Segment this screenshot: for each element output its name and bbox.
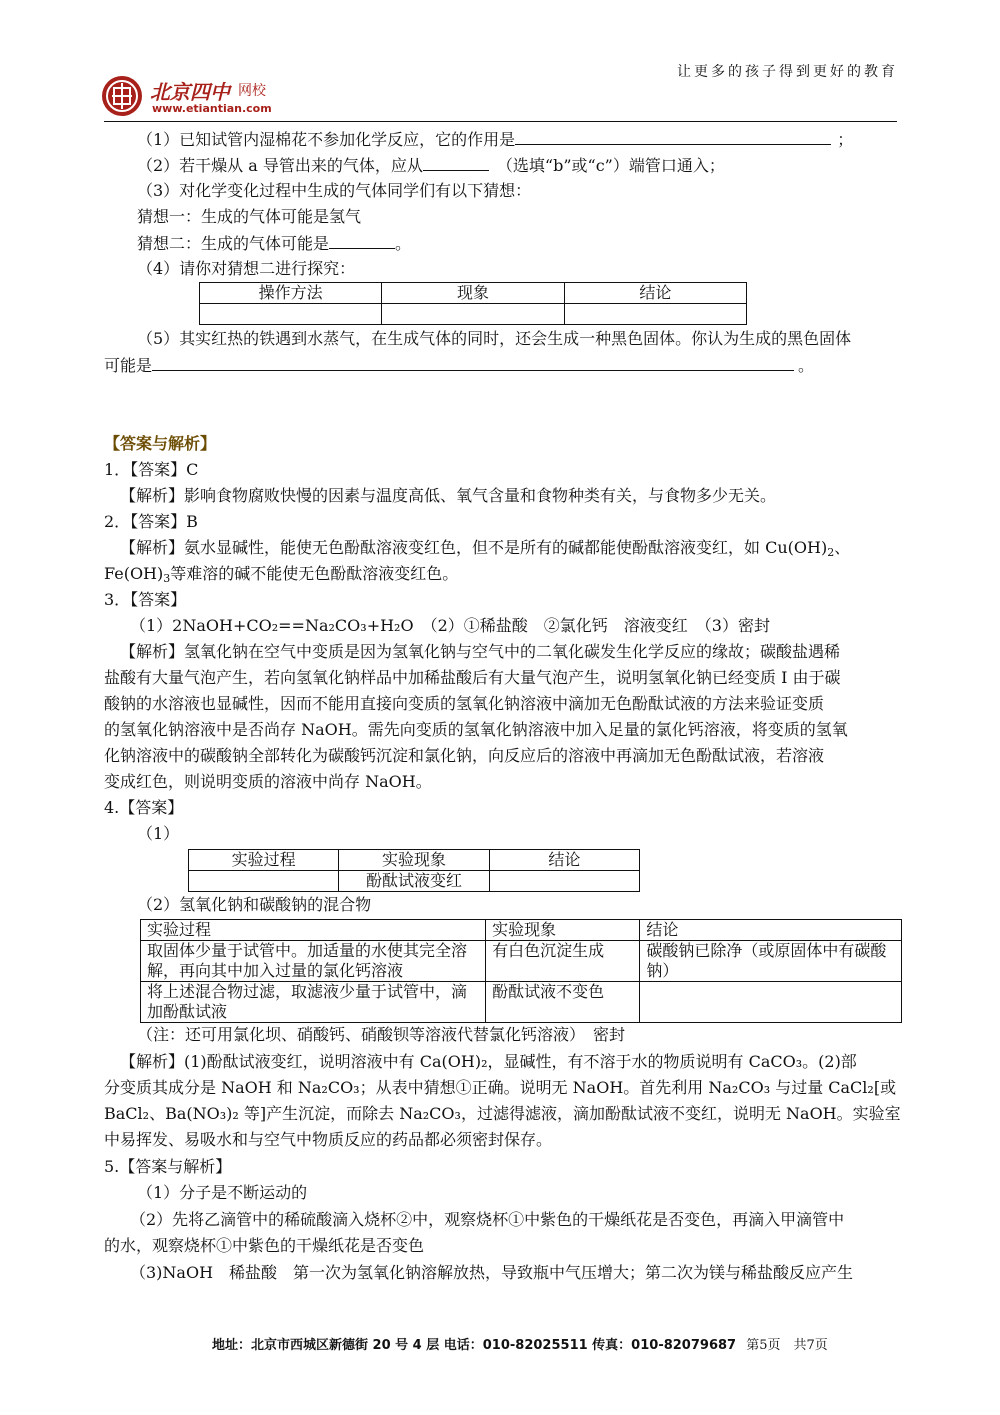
- answer-3-explanation-4: 的氢氧化钠溶液中是否尚存 NaOH。需先向变质的氢氧化钠溶液中加入足量的氯化钙溶液，将变质的氢氧: [104, 720, 848, 739]
- answer-blank: [515, 129, 831, 145]
- answer-4-note: （注：还可用氯化坝、硝酸钙、硝酸钡等溶液代替氯化钙溶液） 密封: [137, 1025, 626, 1044]
- answer-2: 2．【答案】B: [104, 512, 198, 531]
- answer-1-explanation: 【解析】影响食物腐败快慢的因素与温度高低、氧气含量和食物种类有关，与食物多少无关。: [120, 486, 777, 505]
- school-seal-icon: [100, 74, 144, 118]
- question-5-line1: （5）其实红热的铁遇到水蒸气，在生成气体的同时，还会生成一种黑色固体。你认为生成的黑色固体: [137, 329, 852, 348]
- answer-blank: [329, 233, 395, 249]
- answer-5-part-2b: 的水，观察烧杯①中紫色的干燥纸花是否变色: [104, 1236, 425, 1255]
- brand-url: www.etiantian.com: [152, 102, 272, 115]
- question-2: （2）若干燥从 a 导管出来的气体，应从 （选填“b”或“c”）端管口通入；: [137, 156, 725, 175]
- answer-3-explanation-5: 化钠溶液中的碳酸钠全部转化为碳酸钙沉淀和氯化钠，向反应后的溶液中再滴加无色酚酞试液，若溶液: [104, 746, 825, 765]
- question-5-line2: 可能是 。: [104, 356, 815, 375]
- answer-4-explanation-2: 分变质其成分是 NaOH 和 Na₂CO₃；从表中猜想①正确。说明无 NaOH。首先利用 Na₂CO₃ 与过量 CaCl₂[或: [104, 1078, 897, 1097]
- answer-3-explanation-2: 盐酸有大量气泡产生，若向氢氧化钠样品中加稀盐酸后有大量气泡产生，说明氢氧化钠已经变质 I 由于碳: [104, 668, 841, 687]
- answer-5-part-2a: （2）先将乙滴管中的稀硫酸滴入烧杯②中，观察烧杯①中紫色的干燥纸花是否变色，再滴入甲滴管中: [130, 1210, 845, 1229]
- answer-4-explanation-1: 【解析】(1)酚酞试液变红，说明溶液中有 Ca(OH)₂，显碱性，有不溶于水的物质说明有 CaCO₃。(2)部: [120, 1052, 857, 1071]
- answer-blank: [152, 355, 794, 371]
- page-number: 第5页 共7页: [746, 1338, 828, 1353]
- answer-2-explanation-2: $Fe(OH)_3$等难溶的碱不能使无色酚酞溶液变红色。: [104, 564, 459, 585]
- answer-3-explanation-3: 酸钠的水溶液也显碱性，因而不能用直接向变质的氢氧化钠溶液中滴加无色酚酞试液的方法来验证变质: [104, 694, 825, 713]
- answer-2-explanation-1: 【解析】氨水显碱性，能使无色酚酞溶液变红色，但不是所有的碱都能使酚酞溶液变红，如 $Cu(OH)_2$、: [120, 538, 851, 559]
- guess-1: 猜想一：生成的气体可能是氢气: [137, 207, 362, 226]
- footer-address: 地址：北京市西城区新德街 20 号 4 层 电话：010-82025511 传真：010-82079687: [212, 1338, 737, 1353]
- brand-name: 北京四中: [150, 80, 230, 104]
- answer-4: 4.【答案】: [104, 798, 184, 817]
- answer-3-explanation-6: 变成红色，则说明变质的溶液中尚存 NaOH。: [104, 772, 432, 791]
- answer-5-part-1: （1）分子是不断运动的: [137, 1183, 308, 1202]
- answers-title: 【答案与解析】: [104, 434, 217, 453]
- header-logo: [100, 74, 290, 118]
- answer-4-part-1: （1）: [137, 824, 180, 843]
- guess-2: 猜想二：生成的气体可能是 。: [137, 234, 412, 253]
- answer-3-explanation-1: 【解析】氢氧化钠在空气中变质是因为氢氧化钠与空气中的二氧化碳发生化学反应的缘故；碳酸盐遇稀: [120, 642, 841, 661]
- answer-3-equation: （1）2NaOH+CO₂==Na₂CO₃+H₂O （2）①稀盐酸 ②氯化钙 溶液变红 （3）密封: [130, 616, 770, 635]
- brand-sub: 网校: [238, 83, 266, 99]
- answer-5-part-3: （3)NaOH 稀盐酸 第一次为氢氧化钠溶解放热，导致瓶中气压增大；第二次为镁与稀盐酸反应产生: [130, 1263, 854, 1282]
- header-rule: [104, 121, 897, 122]
- answer-blank: [423, 155, 489, 171]
- footer: [212, 1336, 828, 1356]
- answer-1: 1．【答案】C: [104, 460, 199, 479]
- header-slogan: 让更多的孩子得到更好的教育: [677, 64, 898, 80]
- question-4: （4）请你对猜想二进行探究：: [137, 259, 356, 278]
- question-3: （3）对化学变化过程中生成的气体同学们有以下猜想：: [137, 181, 532, 200]
- answer-4-explanation-3: BaCl₂、Ba(NO₃)₂ 等]产生沉淀，而除去 Na₂CO₃，过滤得滤液，滴加酚酞试液不变红，说明无 NaOH。实验室: [104, 1104, 901, 1123]
- answer-4-part-2: （2）氢氧化钠和碳酸钠的混合物: [137, 895, 372, 914]
- answer-3: 3．【答案】: [104, 590, 187, 609]
- question-4-table: 操作方法 现象 结论: [199, 282, 747, 325]
- answer-4-explanation-4: 中易挥发、易吸水和与空气中物质反应的药品都必须密封保存。: [104, 1130, 553, 1149]
- answer-4-table-2: 实验过程 实验现象 结论 取固体少量于试管中。加适量的水使其完全溶解，再向其中加入过量的氯化钙溶液 有白色沉淀生成 碳酸钠已除净（或原固体中有碳酸钠） 将上述混合物过滤，取滤液少量于试管中，滴加酚酞试液 酚酞试液不变色: [140, 919, 902, 1023]
- answer-4-table-1: 实验过程 实验现象 结论 酚酞试液变红: [188, 849, 640, 892]
- answer-5: 5.【答案与解析】: [104, 1157, 232, 1176]
- question-1: （1）已知试管内湿棉花不参加化学反应，它的作用是 ；: [137, 130, 854, 149]
